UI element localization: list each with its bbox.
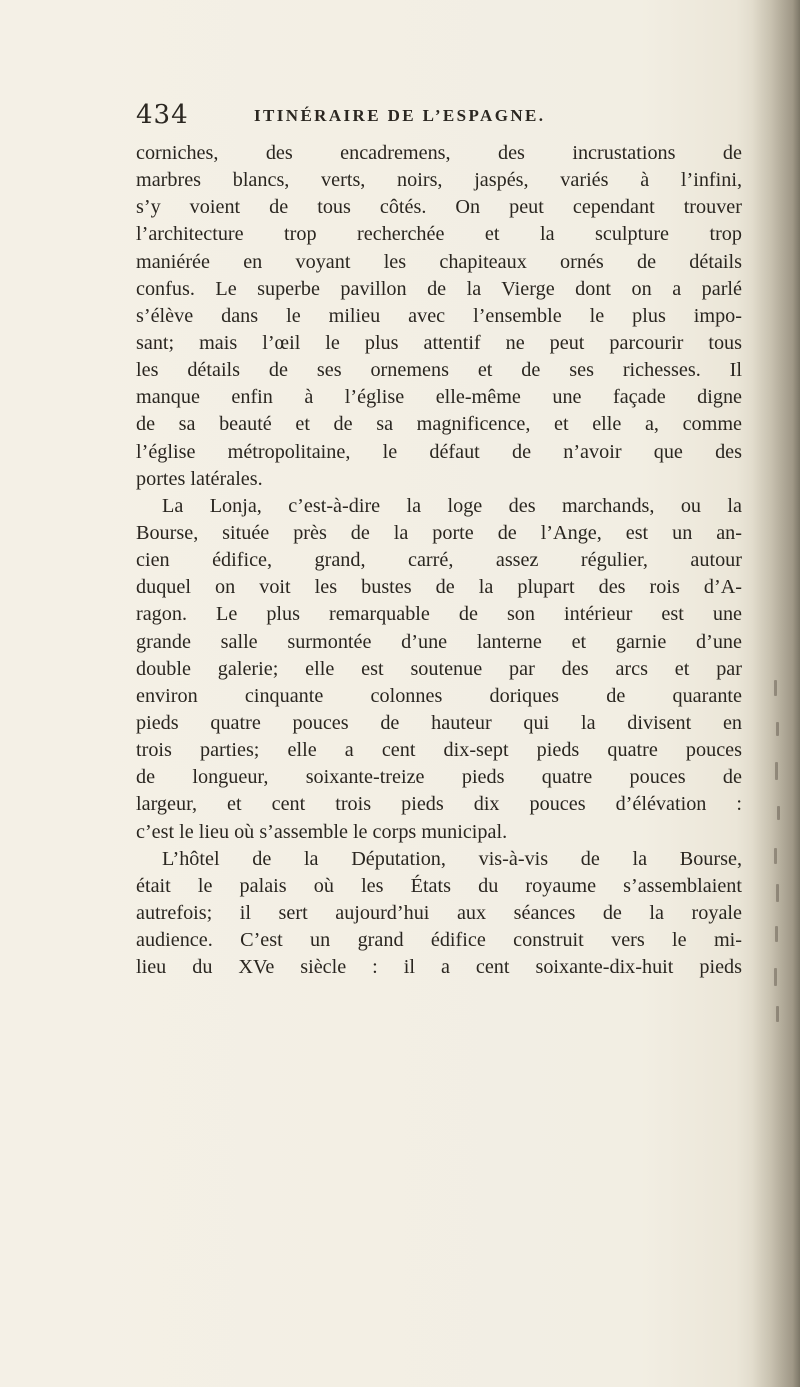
text-line: autrefois; il sert aujourd’hui aux séances de la royale (136, 901, 742, 924)
text-line: sant; mais l’œil le plus attentif ne peut parcourir tous (136, 331, 742, 354)
bleed-mark (775, 926, 778, 942)
text-line: corniches, des encadremens, des incrustations de (136, 142, 742, 164)
text-line: portes latérales. (136, 467, 263, 490)
text-line: s’élève dans le milieu avec l’ensemble le plus impo- (136, 304, 742, 327)
bleed-through-marks (770, 670, 790, 1030)
running-head: ITINÉRAIRE DE L’ESPAGNE. (254, 106, 546, 125)
text-line: l’architecture trop recherchée et la sculpture trop (136, 223, 742, 246)
text-line: manque enfin à l’église elle-même une façade digne (136, 386, 742, 409)
body-text (136, 140, 742, 981)
page-header (136, 100, 756, 136)
text-line: cien édifice, grand, carré, assez régulier, autour (136, 549, 742, 572)
text-line: marbres blancs, verts, noirs, jaspés, variés à l’infini, (136, 169, 742, 192)
bleed-mark (774, 680, 777, 696)
text-line: était le palais où les États du royaume s’assemblaient (136, 874, 742, 897)
text-line: ragon. Le plus remarquable de son intérieur est une (136, 603, 742, 626)
text-line: les détails de ses ornemens et de ses richesses. Il (136, 359, 742, 382)
text-line: de longueur, soixante-treize pieds quatre pouces de (136, 766, 742, 789)
text-line: trois parties; elle a cent dix-sept pieds quatre pouces (136, 739, 742, 762)
text-line: lieu du XVe siècle : il a cent soixante-dix-huit pieds (136, 956, 742, 979)
text-line: grande salle surmontée d’une lanterne et garnie d’une (136, 630, 742, 653)
text-line: maniérée en voyant les chapiteaux ornés de détails (136, 250, 742, 273)
bleed-mark (774, 968, 777, 986)
bleed-mark (775, 762, 778, 780)
bleed-mark (776, 722, 779, 736)
text-line: confus. Le superbe pavillon de la Vierge dont on a parlé (136, 277, 742, 300)
bleed-mark (776, 1006, 779, 1022)
bleed-mark (776, 884, 779, 902)
text-line: c’est le lieu où s’assemble le corps municipal. (136, 820, 508, 843)
text-line: double galerie; elle est soutenue par des arcs et par (136, 657, 742, 680)
text-line: de sa beauté et de sa magnificence, et elle a, comme (136, 413, 742, 436)
text-line: audience. C’est un grand édifice construit vers le mi- (136, 929, 742, 952)
text-line: L’hôtel de la Députation, vis-à-vis de la Bourse, (162, 847, 742, 870)
text-line: l’église métropolitaine, le défaut de n’avoir que des (136, 440, 742, 463)
text-line: La Lonja, c’est-à-dire la loge des marchands, ou la (162, 494, 742, 517)
text-line: duquel on voit les bustes de la plupart des rois d’A- (136, 576, 742, 599)
bleed-mark (777, 806, 780, 820)
text-line: Bourse, située près de la porte de l’Ange, est un an- (136, 521, 742, 544)
text-line: largeur, et cent trois pieds dix pouces d’élévation : (136, 793, 742, 816)
text-line: environ cinquante colonnes doriques de quarante (136, 684, 742, 707)
text-line: s’y voient de tous côtés. On peut cependant trouver (136, 196, 742, 219)
page-number: 434 (136, 100, 189, 130)
text-line: pieds quatre pouces de hauteur qui la divisent en (136, 711, 742, 734)
bleed-mark (774, 848, 777, 864)
